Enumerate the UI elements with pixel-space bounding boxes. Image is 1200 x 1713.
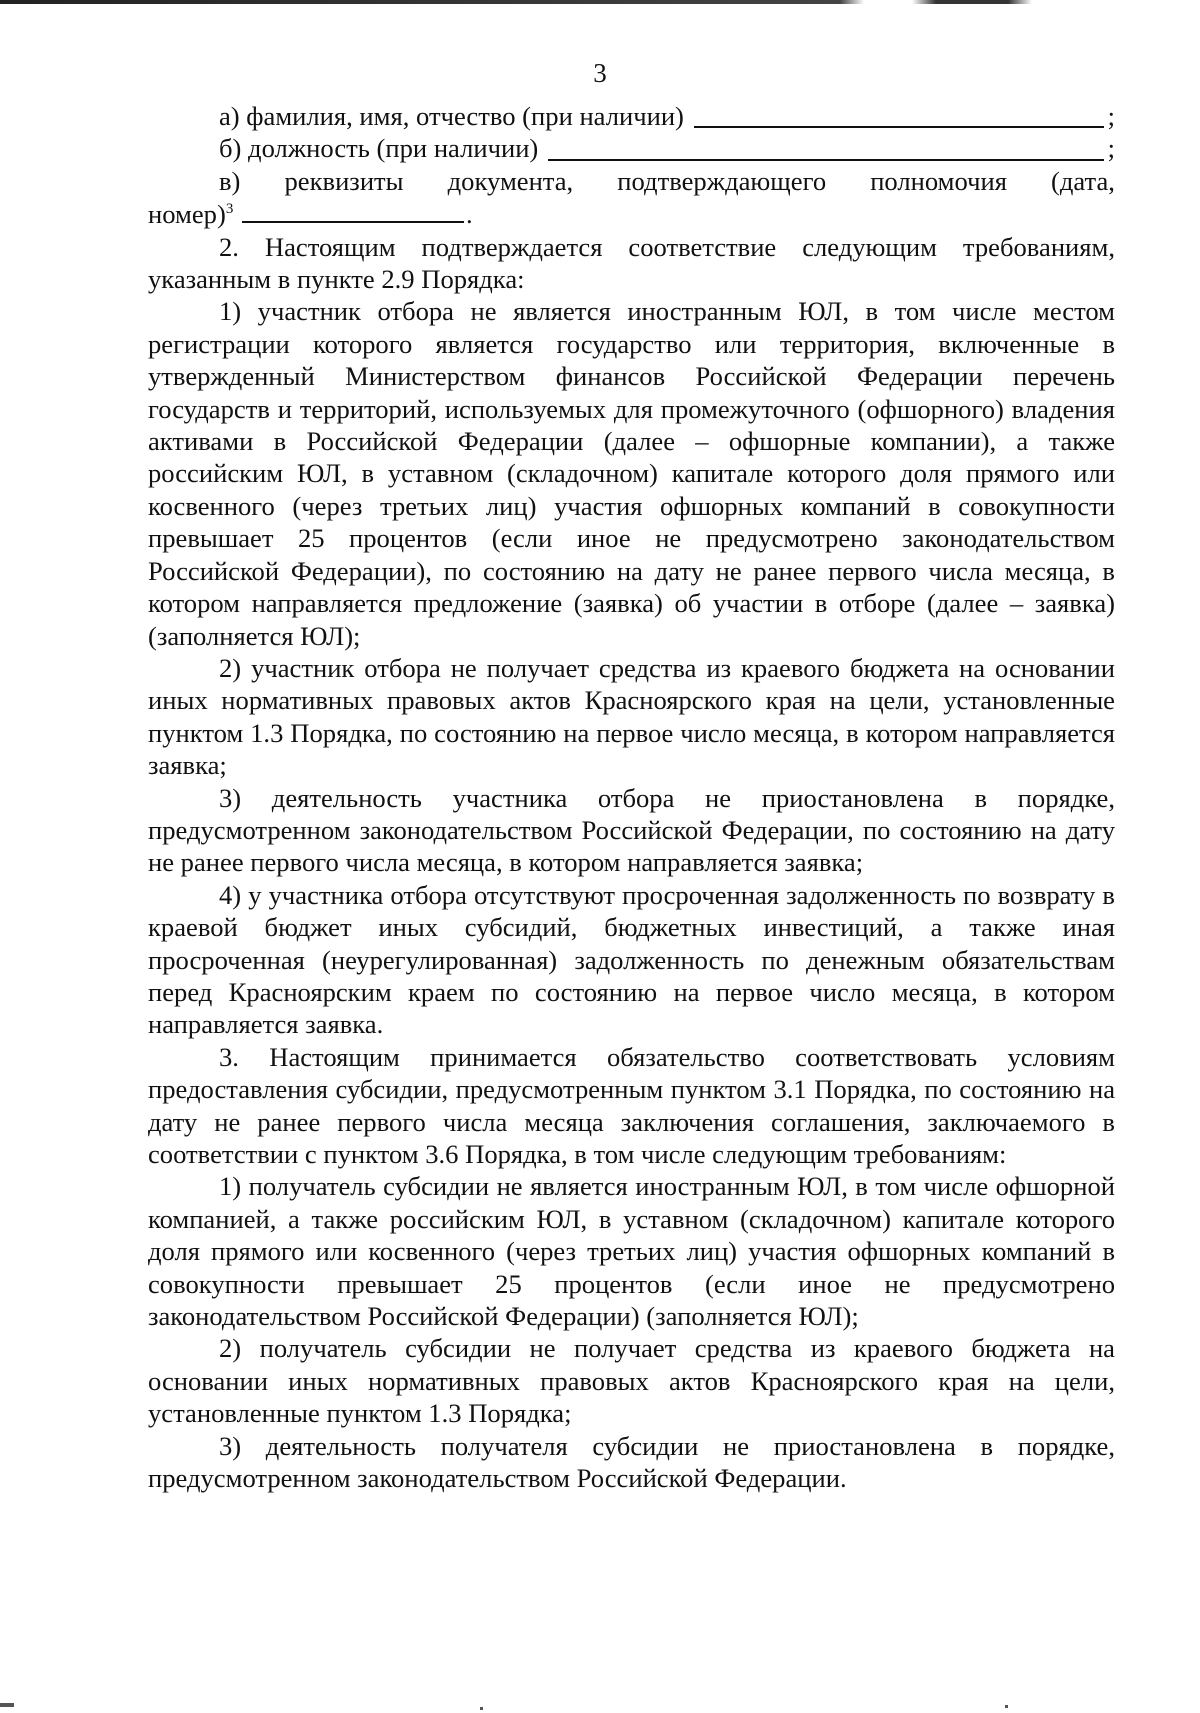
field-a-blank[interactable] <box>694 102 1104 128</box>
page-number: 3 <box>593 58 607 88</box>
footnote-ref: 3 <box>225 201 234 218</box>
field-v-row <box>148 165 1115 197</box>
field-a-row <box>148 100 1115 132</box>
field-a-end: ; <box>1107 101 1115 131</box>
paragraph-2-item-3: 3) деятельность участника отбора не приостановлена в порядке, предусмотренном законодательством Российской Федерации, по состоянию на дату не ранее первого числа месяца, в котором направляется заявка; <box>148 782 1115 878</box>
document-body <box>148 100 1115 1494</box>
paragraph-3-item-2: 2) получатель субсидии не получает средства из краевого бюджета на основании иных нормативных правовых актов Красноярского края на цели, установленные пунктом 1.3 Порядка; <box>148 1333 1115 1429</box>
field-b-label: б) должность (при наличии) <box>219 133 539 164</box>
field-v-cont-label: номер) <box>148 199 226 230</box>
field-v-word: реквизиты <box>284 165 404 196</box>
paragraph-2-intro: 2. Настоящим подтверждается соответствие следующим требованиям, указанным в пункте 2.9 Порядка: <box>148 231 1115 295</box>
paragraph-3-intro: 3. Настоящим принимается обязательство соответствовать условиям предоставления субсидии, предусмотренным пунктом 3.1 Порядка, по состоянию на дату не ранее первого числа месяца заключения соглашения, заключаемого в соответствии с пунктом 3.6 Порядка, в том числе следующим требованиям: <box>148 1041 1115 1169</box>
field-v-word: полномочия <box>870 165 1007 196</box>
paragraph-3-item-3: 3) деятельность получателя субсидии не приостановлена в порядке, предусмотренном законодательством Российской Федерации. <box>148 1430 1115 1494</box>
paragraph-2-item-1: 1) участник отбора не является иностранным ЮЛ, в том числе местом регистрации которого является государство или территория, включенные в утвержденный Министерством финансов Российской Федерации перечень государств и территорий, используемых для промежуточного (офшорного) владения активами в Российской Федерации (далее – офшорные компании), а также российским ЮЛ, в уставном (складочном) капитале которого доля прямого или косвенного (через третьих лиц) участия офшорных компаний в совокупности превышает 25 процентов (если иное не предусмотрено законодательством Российской Федерации), по состоянию на дату не ранее первого числа месяца, в котором направляется предложение (заявка) об участии в отборе (далее – заявка) (заполняется ЮЛ); <box>148 296 1115 651</box>
field-b-end: ; <box>1107 133 1115 164</box>
scan-top-edge <box>0 0 1200 4</box>
scan-bottom-edge <box>0 1695 1200 1713</box>
field-v-word: подтверждающего <box>617 165 827 196</box>
paragraph-2-item-4: 4) у участника отбора отсутствуют просроченная задолженность по возврату в краевой бюджет иных субсидий, бюджетных инвестиций, а также иная просроченная (неурегулированная) задолженность по денежным обязательствам перед Красноярским краем по состоянию на первое число месяца, в котором направляется заявка. <box>148 879 1115 1040</box>
field-v-continuation <box>148 197 1115 230</box>
field-v-word: в) <box>219 165 241 196</box>
field-v-word: документа, <box>447 165 574 196</box>
field-b-blank[interactable] <box>548 135 1103 161</box>
field-v-word: (дата, <box>1051 165 1115 196</box>
field-b-row <box>148 132 1115 164</box>
paragraph-3-item-1: 1) получатель субсидии не является иностранным ЮЛ, в том числе офшорной компанией, а также российским ЮЛ, в уставном (складочном) капитале которого доля прямого или косвенного (через третьих лиц) участия офшорных компаний в совокупности превышает 25 процентов (если иное не предусмотрено законодательством Российской Федерации) (заполняется ЮЛ); <box>148 1171 1115 1332</box>
field-a-label: а) фамилия, имя, отчество (при наличии) <box>219 101 684 131</box>
paragraph-2-item-2: 2) участник отбора не получает средства из краевого бюджета на основании иных нормативных правовых актов Красноярского края на цели, установленные пунктом 1.3 Порядка, по состоянию на первое число месяца, в котором направляется заявка; <box>148 652 1115 781</box>
field-v-end: . <box>465 199 473 230</box>
field-v-blank[interactable] <box>242 197 464 223</box>
